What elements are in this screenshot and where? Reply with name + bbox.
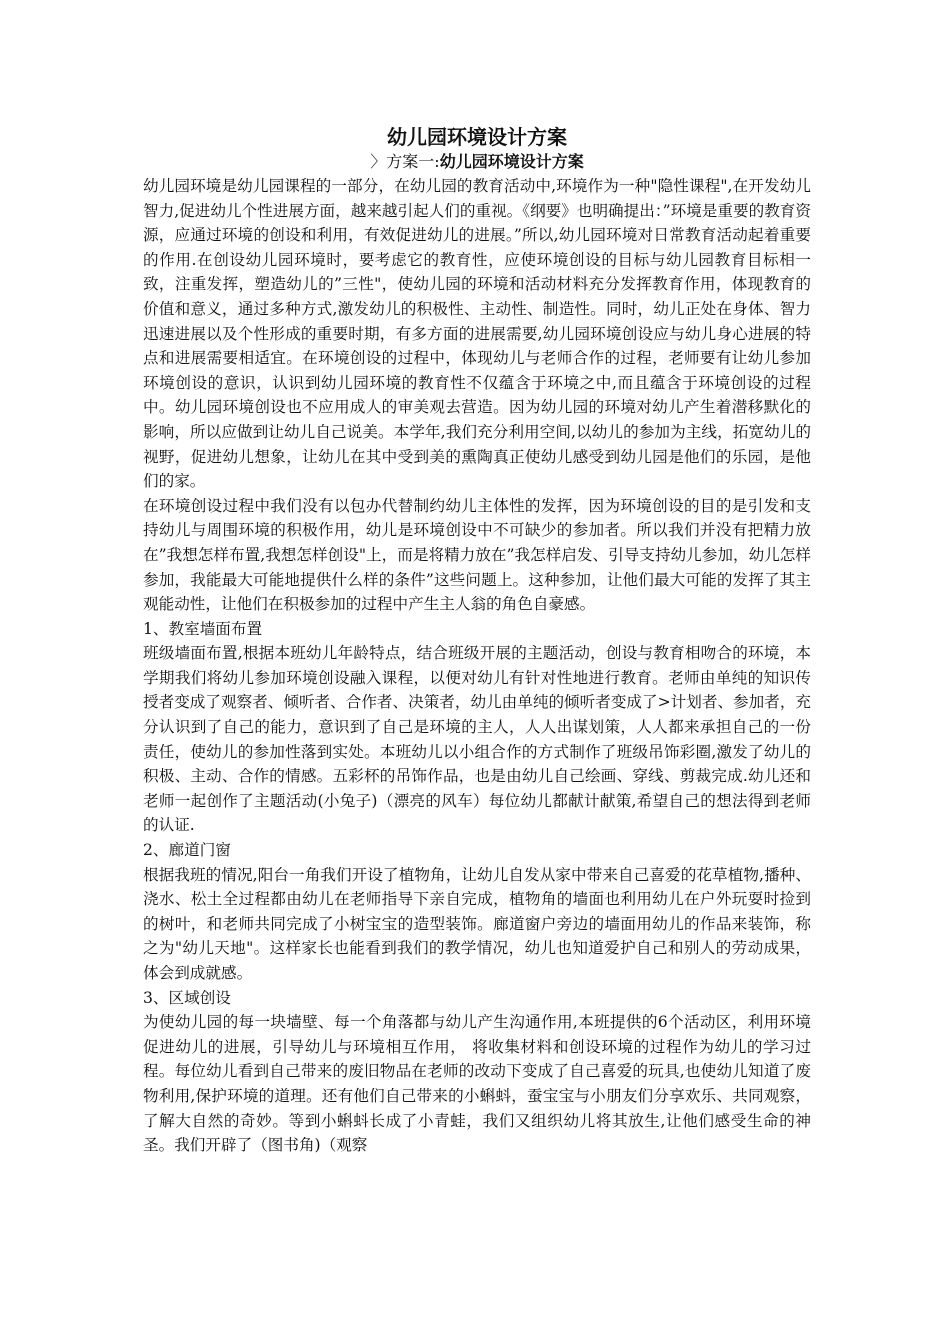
intro-paragraph-1: 幼儿园环境是幼儿园课程的一部分，在幼儿园的教育活动中,环境作为一种"隐性课程",在开发幼儿智力,促进幼儿个性进展方面，越来越引起人们的重视。《纲要》也明确提出：”环境是重要的教育资源，应通过环境的创设和利用，有效促进幼儿的进展。”所以,幼儿园环境对日常教育活动起着重要的作用.在创设幼儿园环境时，要考虑它的教育性，应使环境创设的目标与幼儿园教育目标相一致，注重发挥，塑造幼儿的”三性"，使幼儿园的环境和活动材料充分发挥教育作用，体现教育的价值和意义，通过多种方式,激发幼儿的积极性、主动性、制造性。同时，幼儿正处在身体、智力迅速进展以及个性形成的重要时期，有多方面的进展需要,幼儿园环境创设应与幼儿身心进展的特点和进展需要相适宜。在环境创设的过程中，体现幼儿与老师合作的过程，老师要有让幼儿参加环境创设的意识，认识到幼儿园环境的教育性不仅蕴含于环境之中,而且蕴含于环境创设的过程中。幼儿园环境创设也不应用成人的审美观去营造。因为幼儿园的环境对幼儿产生着潜移默化的影响，所以应做到让幼儿自己说美。本学年,我们充分利用空间,以幼儿的参加为主线，拓宽幼儿的视野，促进幼儿想象，让幼儿在其中受到美的熏陶真正使幼儿感受到幼儿园是他们的乐园，是他们的家。 [143, 177, 811, 491]
subtitle-prefix: 〉方案一: [370, 152, 440, 171]
document-body [143, 124, 811, 1158]
section-body-area: 为使幼儿园的每一块墙壁、每一个角落都与幼儿产生沟通作用,本班提供的6个活动区，利用环境促进幼儿的进展，引导幼儿与环境相互作用， 将收集材料和创设环境的过程作为幼儿的学习过程。每位幼儿看到自己带来的废旧物品在老师的改动下变成了自己喜爱的玩具,也使幼儿知道了废物利用,保护环境的道理。还有他们自己带来的小蝌蚪，蚕宝宝与小朋友们分享欢乐、共同观察，了解大自然的奇妙。等到小蝌蚪长成了小青蛙，我们又组织幼儿将其放生,让他们感受生命的神圣。我们开辟了（图书角)（观察 [143, 1013, 811, 1155]
document-subtitle [143, 150, 811, 174]
section-heading-area: 3、区域创设 [143, 988, 231, 1007]
section-body-wall-layout: 班级墙面布置,根据本班幼儿年龄特点，结合班级开展的主题活动，创设与教育相吻合的环境，本学期我们将幼儿参加环境创设融入课程，以便对幼儿有针对性地进行教育。老师由单纯的知识传授者变成了观察者、倾听者、合作者、决策者，幼儿由单纯的倾听者变成了>计划者、参加者，充分认识到了自己的能力，意识到了自己是环境的主人，人人出谋划策，人人都来承担自己的一份责任，使幼儿的参加性落到实处。本班幼儿以小组合作的方式制作了班级吊饰彩圈,激发了幼儿的积极、主动、合作的情感。五彩杯的吊饰作品，也是由幼儿自己绘画、穿线、剪裁完成.幼儿还和老师一起创作了主题活动(小兔子)（漂亮的风车）每位幼儿都献计献策,希望自己的想法得到老师的认证. [143, 644, 812, 835]
intro-paragraph-2: 在环境创设过程中我们没有以包办代替制约幼儿主体性的发挥，因为环境创设的目的是引发和支持幼儿与周围环境的积极作用，幼儿是环境创设中不可缺少的参加者。所以我们并没有把精力放在”我想怎样布置,我想怎样创设"上，而是将精力放在”我怎样启发、引导支持幼儿参加，幼儿怎样参加，我能最大可能地提供什么样的条件”这些问题上。这种参加，让他们最大可能的发挥了其主观能动性，让他们在积极参加的过程中产生主人翁的角色自豪感。 [143, 496, 811, 614]
section-heading-wall-layout: 1、教室墙面布置 [143, 619, 263, 638]
document-title: 幼儿园环境设计方案 [387, 125, 567, 149]
section-heading-corridor: 2、廊道门窗 [143, 841, 231, 860]
section-body-corridor: 根据我班的情况,阳台一角我们开设了植物角，让幼儿自发从家中带来自己喜爱的花草植物,播种、浇水、松土全过程都由幼儿在老师指导下亲自完成，植物角的墙面也利用幼儿在户外玩耍时捡到的树叶，和老师共同完成了小树宝宝的造型装饰。廊道窗户旁边的墙面用幼儿的作品来装饰，称之为"幼儿天地"。这样家长也能看到我们的教学情况，幼儿也知道爱护自己和别人的劳动成果，体会到成就感。 [143, 865, 811, 982]
subtitle-text: 幼儿园环境设计方案 [439, 152, 584, 171]
